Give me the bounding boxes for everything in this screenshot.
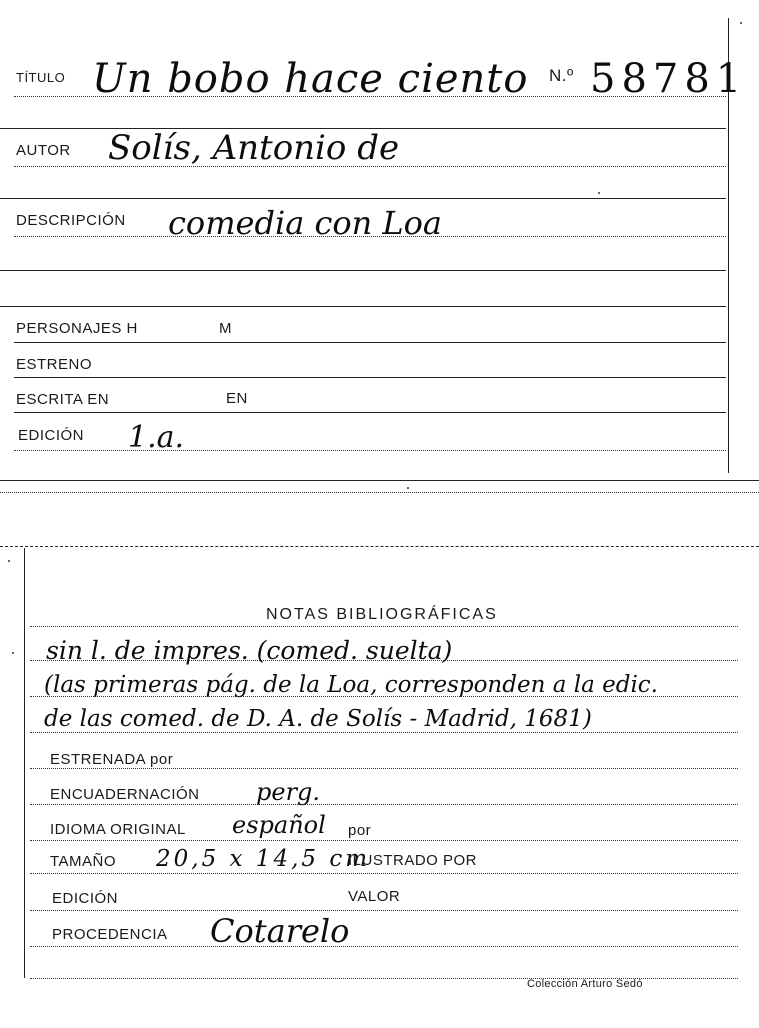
top-card-bottom-dots <box>0 492 759 493</box>
descripcion-rule-2 <box>0 270 726 271</box>
idioma-rule <box>30 840 738 841</box>
personajes-rule <box>14 342 726 343</box>
encuadernacion-rule <box>30 804 738 805</box>
autor-label: AUTOR <box>16 142 71 159</box>
note-line-3: de las comed. de D. A. de Solís - Madrid, 1681) <box>44 706 592 732</box>
top-card-bottom-edge <box>0 480 759 481</box>
titulo-value: Un bobo hace ciento <box>92 56 529 102</box>
escrita-rule <box>14 412 726 413</box>
titulo-label: TÍTULO <box>16 70 66 85</box>
procedencia-label: PROCEDENCIA <box>52 926 168 943</box>
note-line-1: sin l. de impres. (comed. suelta) <box>46 636 453 665</box>
descripcion-value: comedia con Loa <box>168 204 442 242</box>
escrita-label: ESCRITA EN <box>16 391 110 408</box>
numero-label: N.º <box>549 66 574 85</box>
scan-speck <box>598 192 600 194</box>
bottom-card <box>0 500 759 1028</box>
autor-rule <box>14 166 726 167</box>
coleccion-footer: Colección Arturo Sedó <box>527 978 643 990</box>
scan-speck <box>407 487 409 489</box>
personajes-m-label: M <box>219 320 232 337</box>
idioma-por-label: por <box>348 822 372 839</box>
escrita-en-label: EN <box>226 390 248 407</box>
procedencia-rule <box>30 946 738 947</box>
edicion-bottom-rule <box>30 910 738 911</box>
edicion-bottom-label: EDICIÓN <box>52 890 119 907</box>
tamano-label: TAMAÑO <box>50 853 117 870</box>
top-card <box>0 0 759 500</box>
bottom-card-top-edge <box>0 546 759 547</box>
estrenada-label: ESTRENADA por <box>50 751 174 768</box>
edicion-label: EDICIÓN <box>18 427 85 444</box>
autor-underline-2 <box>0 198 726 199</box>
procedencia-value: Cotarelo <box>210 912 350 950</box>
numero-value: 58781 <box>590 56 748 102</box>
ilustrado-label: ILUSTRADO POR <box>348 852 478 869</box>
edicion-value: 1.a. <box>128 420 185 455</box>
encuadernacion-label: ENCUADERNACIÓN <box>50 786 200 803</box>
titulo-rule <box>14 96 726 97</box>
autor-value: Solís, Antonio de <box>108 128 400 168</box>
estreno-label: ESTRENO <box>16 356 93 373</box>
notas-heading-rule <box>30 626 738 627</box>
tamano-value: 20,5 x 14,5 cm <box>156 846 371 872</box>
scan-speck <box>12 652 14 654</box>
valor-label: VALOR <box>348 888 401 905</box>
note-rule-2 <box>30 696 738 697</box>
scan-speck <box>8 560 10 562</box>
estreno-rule <box>14 377 726 378</box>
note-rule-3 <box>30 732 738 733</box>
descripcion-label: DESCRIPCIÓN <box>16 212 126 229</box>
edicion-rule <box>14 450 726 451</box>
idioma-label: IDIOMA ORIGINAL <box>50 821 186 838</box>
descripcion-rule <box>14 236 726 237</box>
bottom-card-left-border <box>24 548 25 978</box>
idioma-value: español <box>232 811 326 839</box>
note-rule-1 <box>30 660 738 661</box>
note-line-2: (las primeras pág. de la Loa, corresponden a la edic. <box>44 672 658 698</box>
estrenada-rule <box>30 768 738 769</box>
notas-heading: NOTAS BIBLIOGRÁFICAS <box>266 606 498 623</box>
encuadernacion-value: perg. <box>256 778 321 806</box>
tamano-rule <box>30 873 738 874</box>
personajes-label: PERSONAJES H <box>16 320 138 337</box>
scan-speck <box>740 22 742 24</box>
descripcion-rule-3 <box>0 306 726 307</box>
